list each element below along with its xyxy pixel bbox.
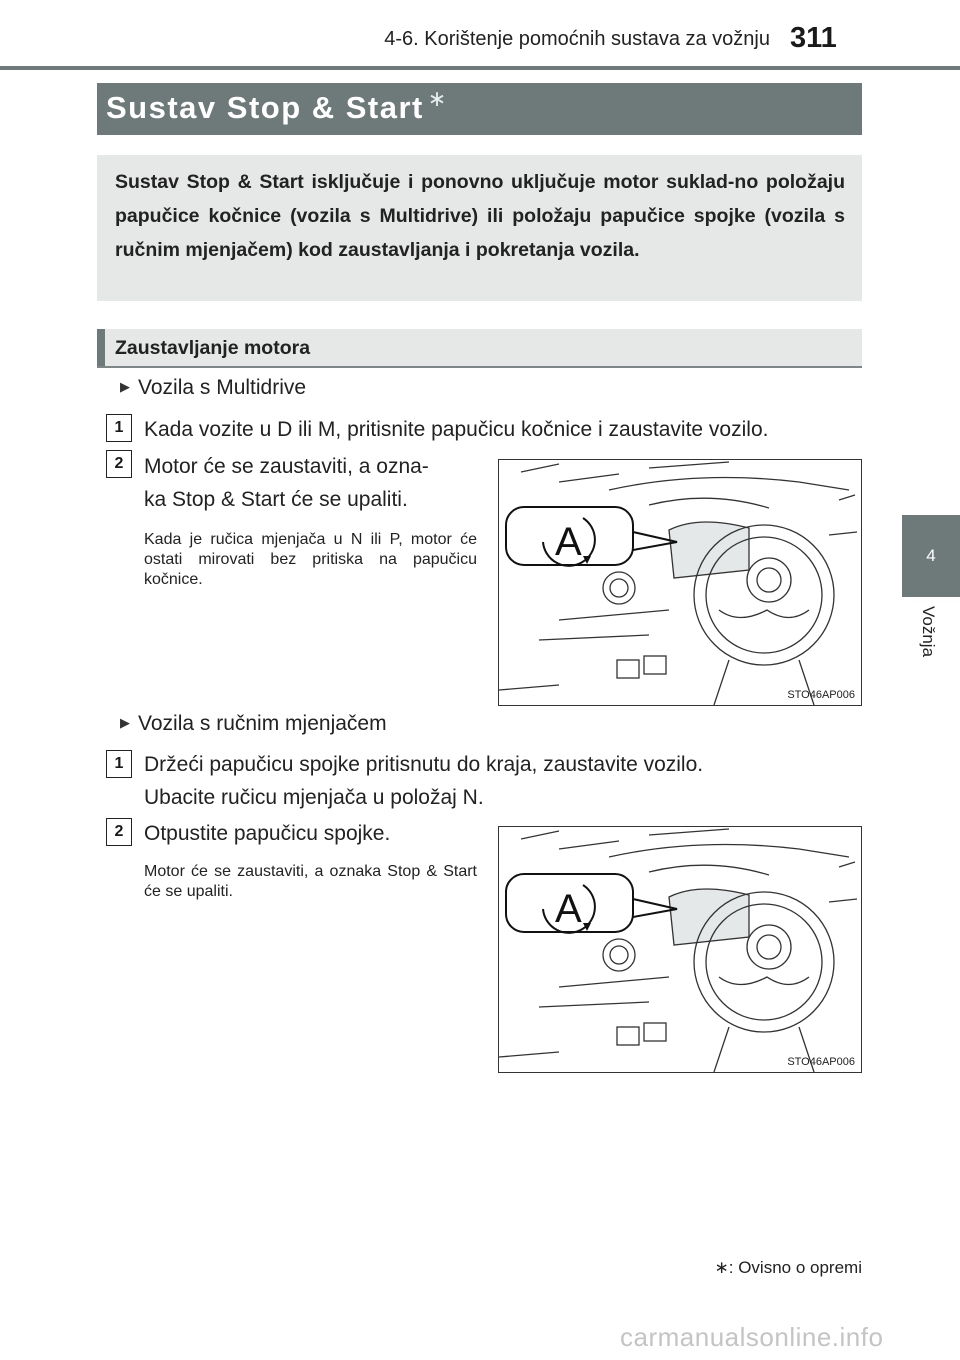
- multidrive-heading-text: Vozila s Multidrive: [138, 376, 307, 399]
- illustration-code: STO46AP006: [787, 689, 855, 701]
- footnote-text: : Ovisno o opremi: [728, 1258, 862, 1277]
- subsection-marker: [97, 329, 105, 366]
- multidrive-step2-line2: ka Stop & Start će se upaliti.: [144, 488, 408, 511]
- step-number-badge: 2: [106, 818, 132, 846]
- footnote-marker: ∗: [714, 1258, 729, 1277]
- multidrive-step2-line1: Motor će se zaustaviti, a ozna-: [144, 455, 429, 478]
- manual-step2-text: Otpustite papučicu spojke.: [144, 822, 391, 845]
- footnote: [700, 1258, 862, 1278]
- step-number-badge: 1: [106, 414, 132, 442]
- manual-heading-text: Vozila s ručnim mjenjačem: [138, 712, 387, 735]
- multidrive-step2-note: Kada je ručica mjenjača u N ili P, motor će ostati mirovati bez pritiska na papučicu kočnice.: [144, 531, 477, 588]
- chapter-label: [906, 598, 946, 708]
- dashboard-drawing: [499, 827, 861, 1072]
- page-number: 311: [790, 22, 837, 54]
- step-number-badge: 2: [106, 450, 132, 478]
- manual-step2-note: Motor će se zaustaviti, a oznaka Stop & Start će se upaliti.: [144, 863, 477, 900]
- triangle-bullet-icon: ▶: [120, 379, 130, 394]
- step-number-badge: 1: [106, 750, 132, 778]
- chapter-name: Vožnja: [919, 606, 938, 658]
- illustration-code: STO46AP006: [787, 1056, 855, 1068]
- optional-equipment-marker: ∗: [427, 86, 448, 111]
- header-section-title: 4-6. Korištenje pomoćnih sustava za vožnju: [384, 28, 770, 50]
- title-text: Sustav Stop & Start: [106, 90, 424, 125]
- intro-text: Sustav Stop & Start isključuje i ponovno uključuje motor suklad-no položaju papučice kočnice (vozila s Multidrive) ili položaju papučice spojke (vozila s ručnim mjenjačem) kod zaustavljanja i pokretanja vozila.: [115, 171, 845, 261]
- multidrive-step1-text: Kada vozite u D ili M, pritisnite papučicu kočnice i zaustavite vozilo.: [144, 418, 769, 441]
- illustration-label-a: A: [555, 520, 582, 564]
- watermark: carmanualsonline.info: [620, 1322, 884, 1352]
- dashboard-illustration: [498, 826, 862, 1073]
- chapter-tab: 4: [902, 515, 960, 597]
- header-rule: [0, 66, 960, 70]
- multidrive-step2-text: [144, 450, 479, 516]
- triangle-bullet-icon: ▶: [120, 715, 130, 730]
- manual-step1-line1: Držeći papučicu spojke pritisnutu do kraja, zaustavite vozilo.: [144, 753, 704, 776]
- manual-step1-line2: Ubacite ručicu mjenjača u položaj N.: [144, 786, 484, 809]
- multidrive-heading: [120, 376, 306, 400]
- dashboard-drawing: [499, 460, 861, 705]
- subsection-title: Zaustavljanje motora: [115, 337, 311, 359]
- manual-step1-text: [144, 748, 864, 814]
- manual-heading: [120, 712, 387, 736]
- page-title: [106, 86, 448, 126]
- dashboard-illustration: [498, 459, 862, 706]
- illustration-label-a: A: [555, 887, 582, 931]
